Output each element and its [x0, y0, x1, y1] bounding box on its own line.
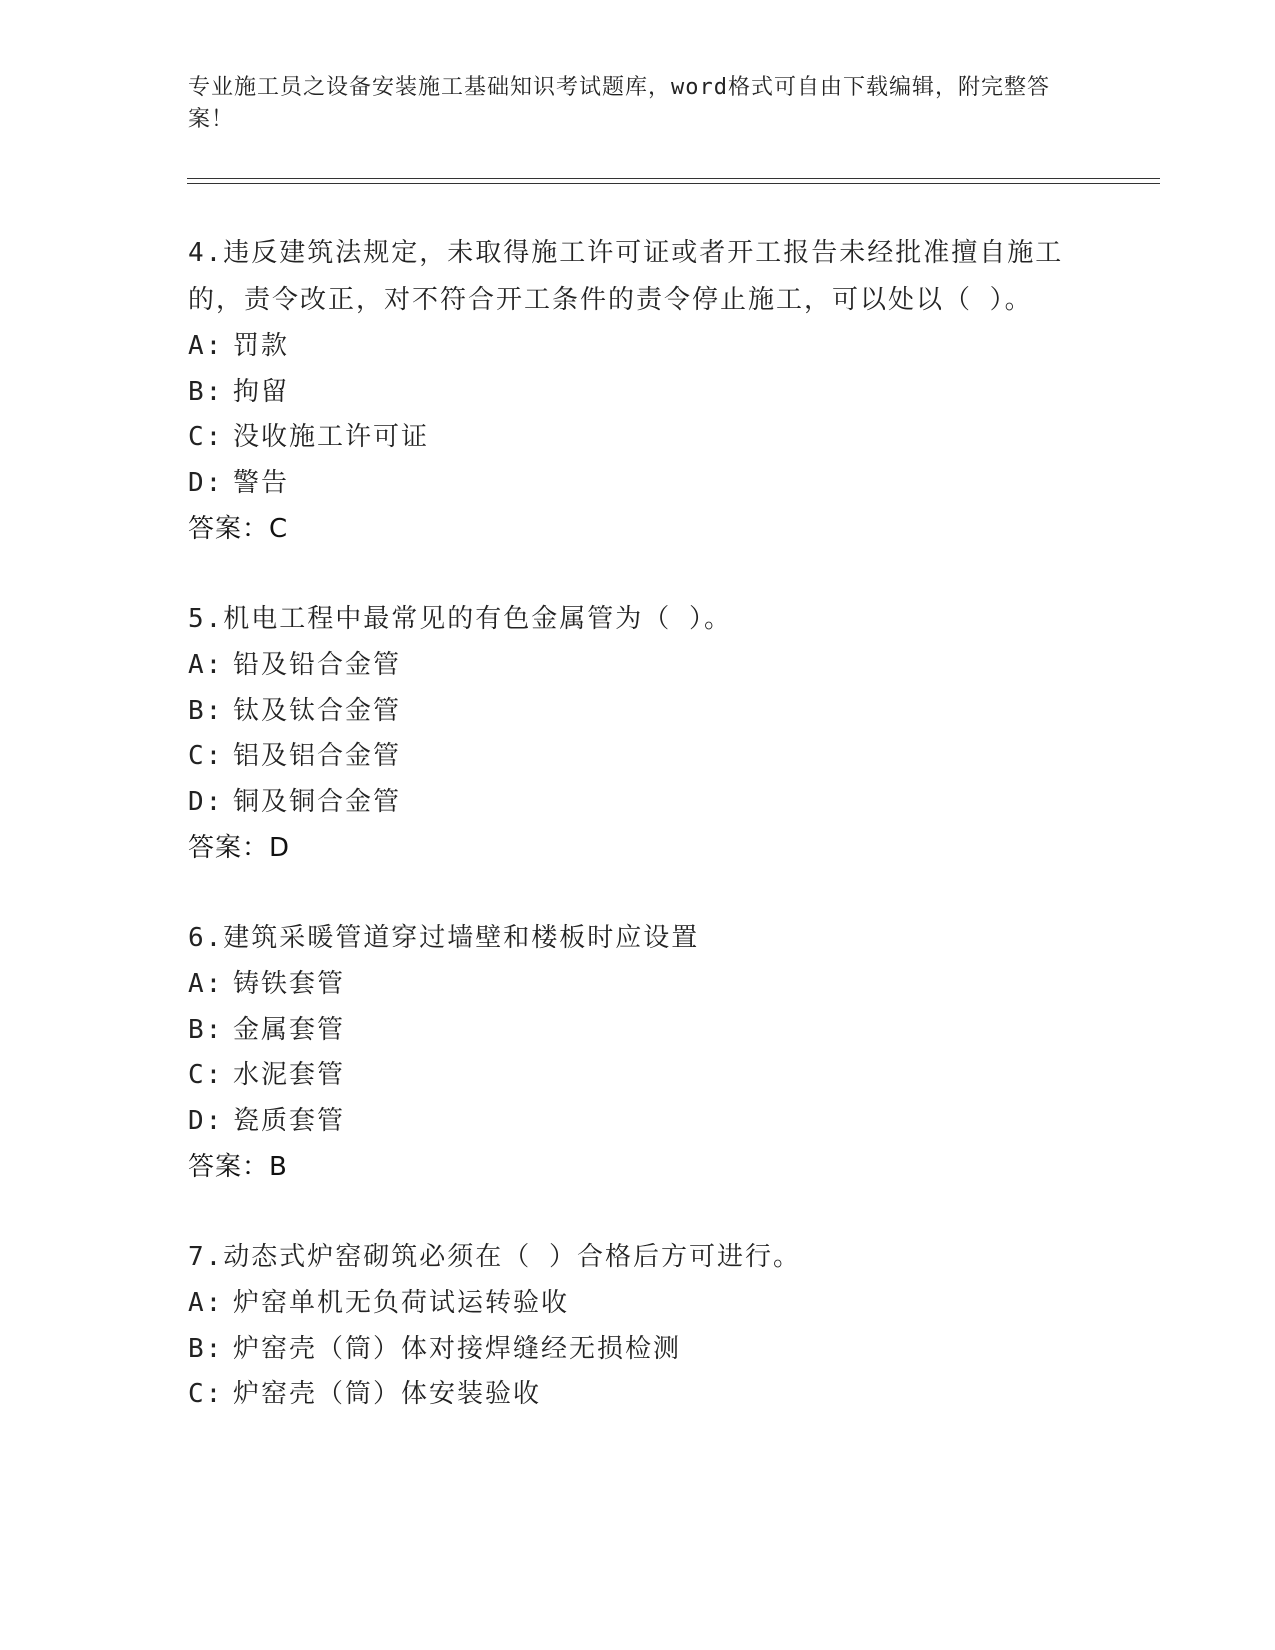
answer: 答案：D	[188, 833, 291, 863]
option-b	[188, 1327, 1088, 1373]
option-c	[188, 415, 1088, 461]
option-d	[188, 461, 1088, 507]
question-6	[188, 915, 1088, 1190]
option-d	[188, 780, 1088, 826]
option-text: 炉窑单机无负荷试运转验收	[233, 1288, 570, 1318]
option-letter: C:	[188, 1060, 224, 1090]
option-b	[188, 370, 1088, 416]
option-letter: C:	[188, 1379, 224, 1409]
option-text: 没收施工许可证	[233, 422, 430, 452]
option-text: 铜及铜合金管	[233, 786, 402, 817]
answer: 答案：C	[188, 514, 289, 544]
answer: 答案：B	[188, 1152, 288, 1182]
option-text: 铸铁套管	[233, 969, 346, 999]
option-c	[188, 1372, 1088, 1418]
option-a	[188, 962, 1088, 1008]
option-text: 金属套管	[233, 1014, 346, 1045]
option-a	[188, 324, 1088, 370]
option-letter: A:	[188, 969, 224, 999]
header-intro: 专业施工员之设备安装施工基础知识考试题库，word格式可自由下载编辑，附完整答案！	[188, 75, 1050, 132]
option-a	[188, 1281, 1088, 1327]
option-letter: A:	[188, 1288, 224, 1318]
option-letter: B:	[188, 1014, 224, 1045]
option-letter: B:	[188, 1333, 224, 1364]
question-text: 6.建筑采暖管道穿过墙壁和楼板时应设置	[188, 923, 700, 953]
question-4	[188, 230, 1088, 552]
option-a	[188, 643, 1088, 689]
option-letter: B:	[188, 695, 224, 726]
option-letter: C:	[188, 741, 224, 771]
option-text: 警告	[233, 467, 290, 498]
question-5	[188, 596, 1088, 871]
option-letter: B:	[188, 376, 224, 407]
header-divider-bottom	[187, 183, 1160, 184]
question-7	[188, 1234, 1088, 1418]
option-text: 铅及铅合金管	[233, 650, 402, 680]
option-letter: A:	[188, 650, 224, 680]
question-text: 5.机电工程中最常见的有色金属管为（ ）。	[188, 604, 732, 634]
option-c	[188, 734, 1088, 780]
option-b	[188, 689, 1088, 735]
option-text: 铝及铝合金管	[233, 741, 402, 771]
option-text: 炉窑壳（筒）体对接焊缝经无损检测	[233, 1333, 682, 1364]
option-letter: D:	[188, 786, 224, 817]
option-letter: D:	[188, 467, 224, 498]
option-letter: D:	[188, 1105, 224, 1136]
option-text: 水泥套管	[233, 1060, 346, 1090]
option-b	[188, 1008, 1088, 1054]
question-text: 4.违反建筑法规定，未取得施工许可证或者开工报告未经批准擅自施工的，责令改正，对不符合开工条件的责令停止施工，可以处以（ ）。	[188, 238, 1064, 315]
option-text: 拘留	[233, 376, 290, 407]
option-c	[188, 1053, 1088, 1099]
option-text: 炉窑壳（筒）体安装验收	[233, 1379, 542, 1409]
header-divider-top	[187, 178, 1160, 179]
option-text: 瓷质套管	[233, 1105, 346, 1136]
option-text: 钛及钛合金管	[233, 695, 402, 726]
option-d	[188, 1099, 1088, 1145]
question-list	[188, 230, 1088, 1462]
option-letter: A:	[188, 331, 224, 361]
question-text: 7.动态式炉窑砌筑必须在（ ）合格后方可进行。	[188, 1242, 801, 1272]
option-letter: C:	[188, 422, 224, 452]
document-header	[188, 72, 1068, 136]
option-text: 罚款	[233, 331, 290, 361]
